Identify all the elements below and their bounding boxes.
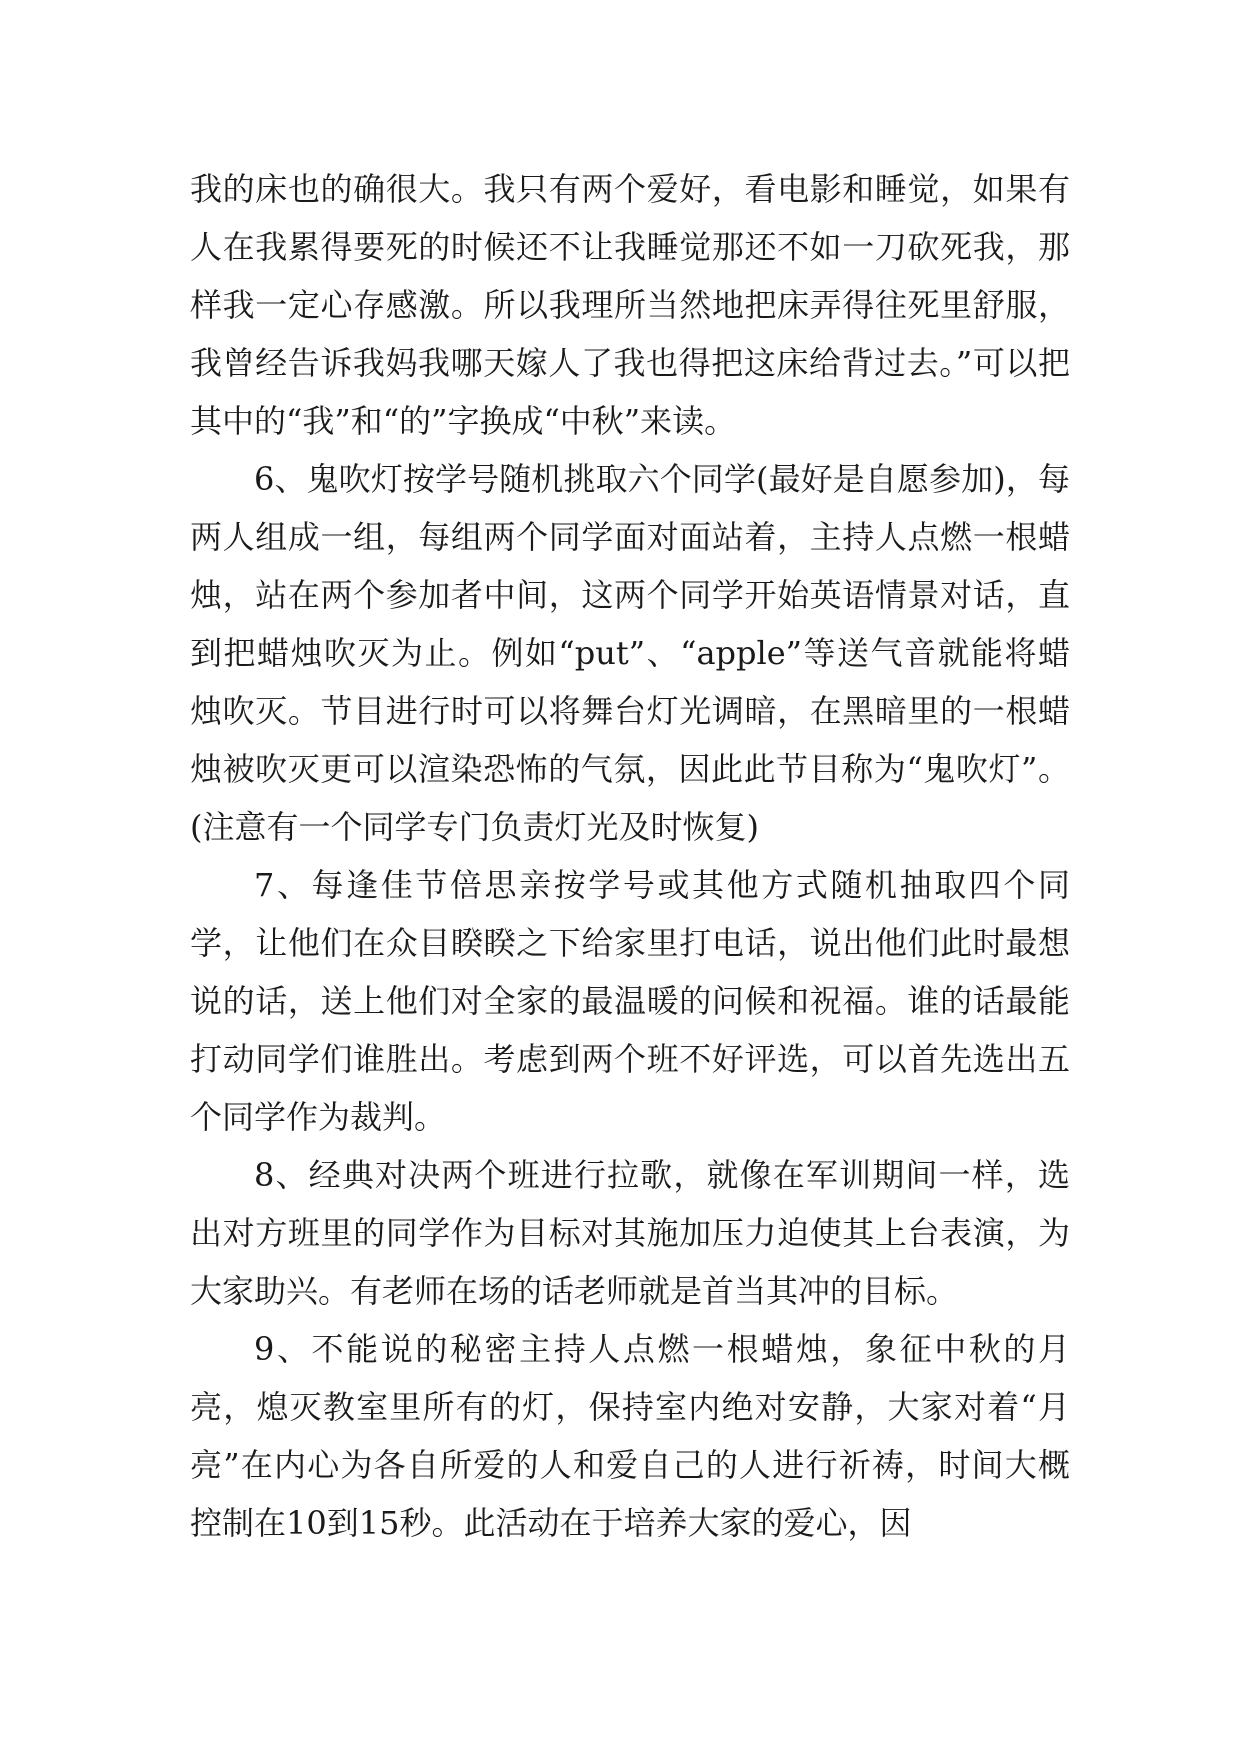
document-body: [190, 160, 1070, 1552]
paragraph-item-9: 9、不能说的秘密主持人点燃一根蜡烛，象征中秋的月亮，熄灭教室里所有的灯，保持室内绝对安静，大家对着“月亮”在内心为各自所爱的人和爱自己的人进行祈祷，时间大概控制在10到15秒。此活动在于培养大家的爱心，因: [190, 1330, 1070, 1542]
paragraph-item-8: 8、经典对决两个班进行拉歌，就像在军训期间一样，选出对方班里的同学作为目标对其施加压力迫使其上台表演，为大家助兴。有老师在场的话老师就是首当其冲的目标。: [190, 1156, 1070, 1310]
paragraph-continued: 我的床也的确很大。我只有两个爱好，看电影和睡觉，如果有人在我累得要死的时候还不让我睡觉那还不如一刀砍死我，那样我一定心存感激。所以我理所当然地把床弄得往死里舒服，我曾经告诉我妈我哪天嫁人了我也得把这床给背过去。”可以把其中的“我”和“的”字换成“中秋”来读。: [190, 170, 1070, 440]
paragraph-item-7: 7、每逢佳节倍思亲按学号或其他方式随机抽取四个同学，让他们在众目睽睽之下给家里打电话，说出他们此时最想说的话，送上他们对全家的最温暖的问候和祝福。谁的话最能打动同学们谁胜出。考虑到两个班不好评选，可以首先选出五个同学作为裁判。: [190, 866, 1070, 1136]
paragraph-item-6: 6、鬼吹灯按学号随机挑取六个同学(最好是自愿参加)，每两人组成一组，每组两个同学面对面站着，主持人点燃一根蜡烛，站在两个参加者中间，这两个同学开始英语情景对话，直到把蜡烛吹灭为止。例如“put”、“apple”等送气音就能将蜡烛吹灭。节目进行时可以将舞台灯光调暗，在黑暗里的一根蜡烛被吹灭更可以渲染恐怖的气氛，因此此节目称为“鬼吹灯”。(注意有一个同学专门负责灯光及时恢复): [190, 460, 1070, 846]
